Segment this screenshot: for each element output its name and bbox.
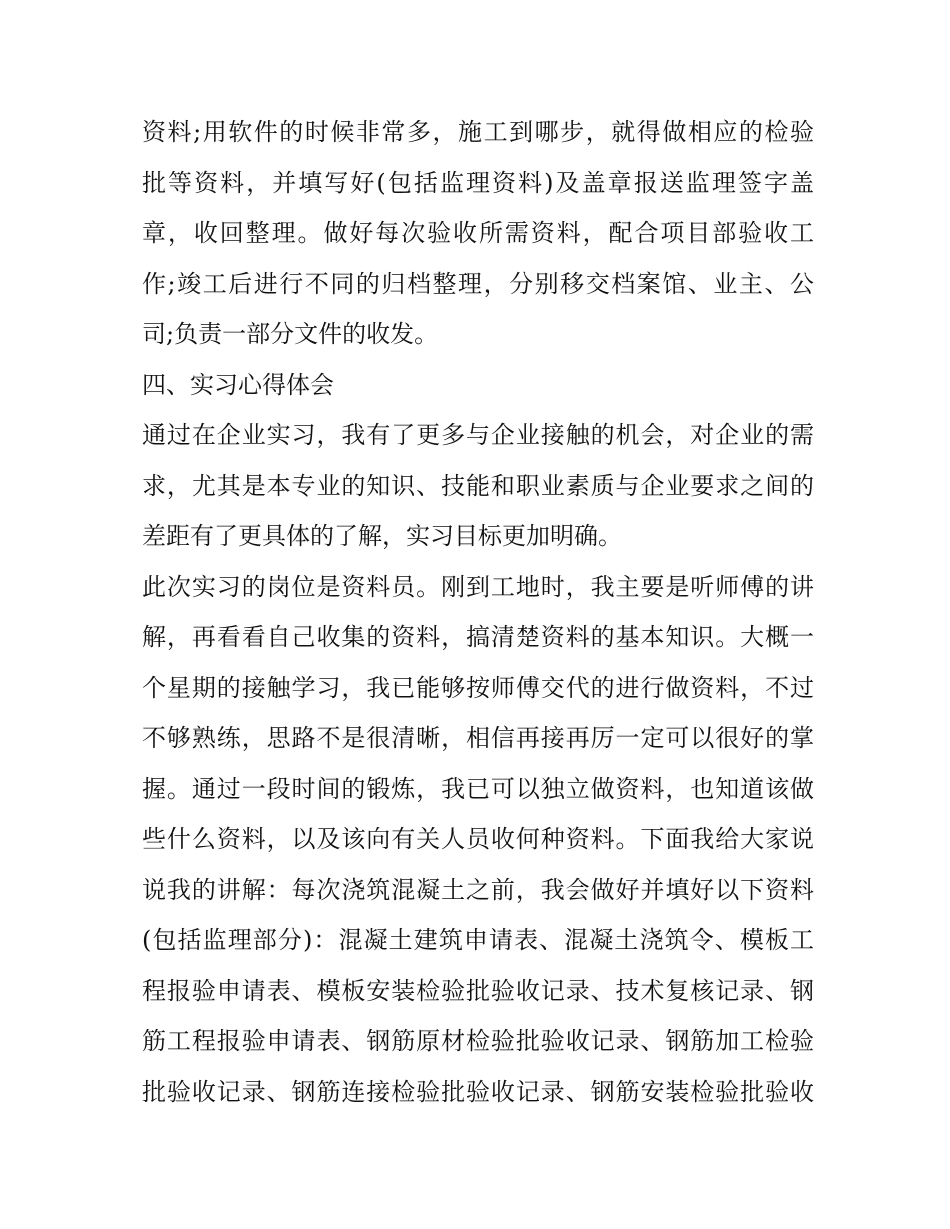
text-line: 差距有了更具体的了解，实习目标更加明确。 — [142, 522, 622, 550]
text-line: 求，尤其是本专业的知识、技能和职业素质与企业要求之间的 — [142, 471, 814, 500]
document-body — [142, 107, 814, 1117]
text-line: (包括监理部分)：混凝土建筑申请表、混凝土浇筑令、模板工 — [142, 926, 814, 954]
text-line: 通过在企业实习，我有了更多与企业接触的机会，对企业的需 — [142, 421, 814, 449]
text-line: 批等资料，并填写好(包括监理资料)及盖章报送监理签字盖 — [142, 168, 814, 197]
text-line: 章，收回整理。做好每次验收所需资料，配合项目部验收工 — [142, 219, 814, 247]
text-line: 不够熟练，思路不是很清晰，相信再接再厉一定可以很好的掌 — [142, 724, 814, 752]
text-line: 此次实习的岗位是资料员。刚到工地时，我主要是听师傅的讲 — [142, 572, 814, 601]
text-line: 握。通过一段时间的锻炼，我已可以独立做资料，也知道该做 — [142, 774, 814, 803]
text-line: 资料;用软件的时候非常多，施工到哪步，就得做相应的检验 — [142, 118, 814, 146]
text-line: 个星期的接触学习，我已能够按师傅交代的进行做资料，不过 — [142, 673, 814, 702]
text-line: 作;竣工后进行不同的归档整理，分别移交档案馆、业主、公 — [142, 269, 814, 298]
text-line: 筋工程报验申请表、钢筋原材检验批验收记录、钢筋加工检验 — [142, 1027, 814, 1055]
text-line: 些什么资料，以及该向有关人员收何种资料。下面我给大家说 — [142, 825, 814, 853]
text-line: 司;负责一部分文件的收发。 — [142, 320, 439, 348]
text-line: 批验收记录、钢筋连接检验批验收记录、钢筋安装检验批验收 — [142, 1077, 814, 1106]
text-line: 说我的讲解：每次浇筑混凝土之前，我会做好并填好以下资料 — [142, 875, 814, 904]
text-line: 程报验申请表、模板安装检验批验收记录、技术复核记录、钢 — [142, 976, 814, 1005]
section-heading: 四、实习心得体会 — [142, 370, 334, 399]
text-line: 解，再看看自己收集的资料，搞清楚资料的基本知识。大概一 — [142, 623, 814, 651]
